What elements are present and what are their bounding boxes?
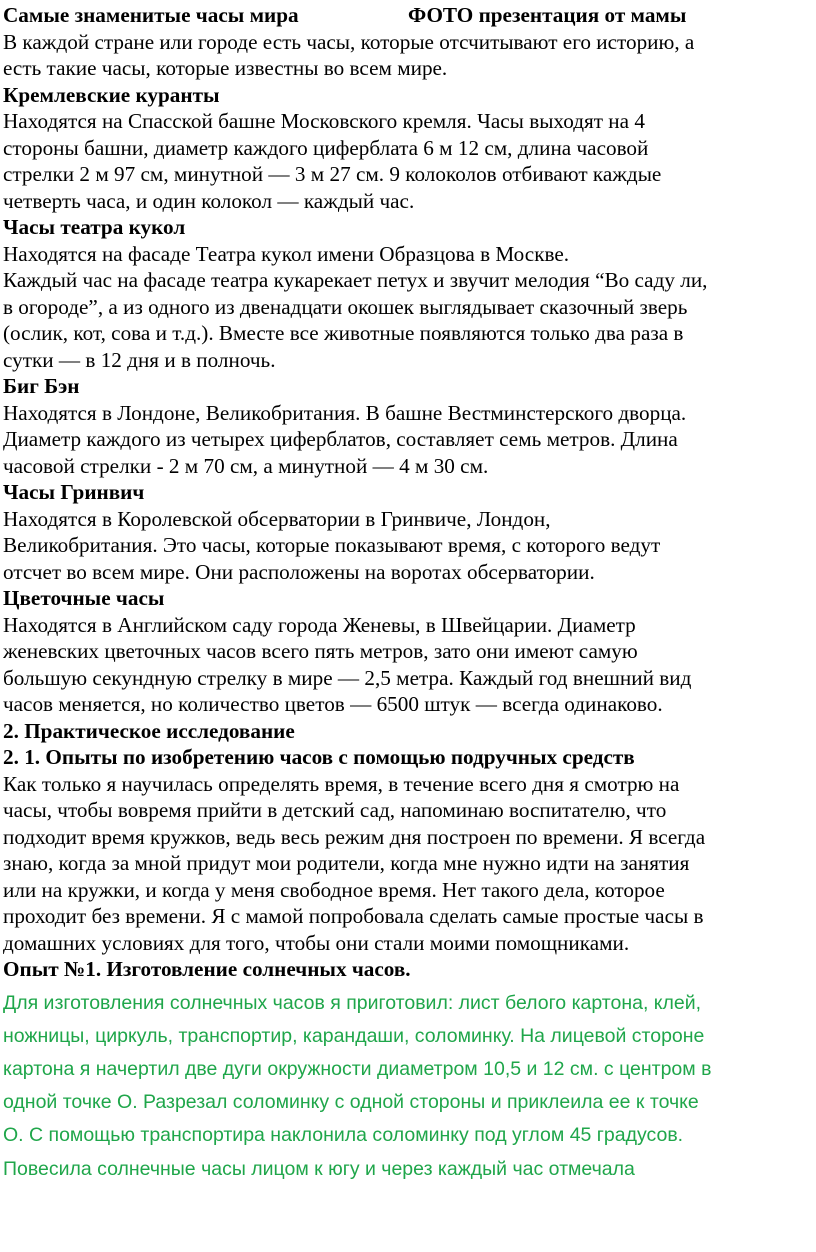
intro-paragraph xyxy=(3,29,814,82)
paragraph-line: Находятся в Лондоне, Великобритания. В башне Вестминстерского дворца. xyxy=(3,400,687,425)
paragraph-line: часовой стрелки - 2 м 70 см, а минутной — 4 м 30 см. xyxy=(3,453,489,478)
section-greenwich-clock xyxy=(3,479,814,585)
paragraph-line: домашних условиях для того, чтобы они стали моими помощниками. xyxy=(3,930,630,955)
paragraph-line: четверть часа, и один колокол — каждый час. xyxy=(3,188,415,213)
paragraph-line: Находятся в Английском саду города Женевы, в Швейцарии. Диаметр xyxy=(3,612,636,637)
paragraph-line: большую секундную стрелку в мире — 2,5 метра. Каждый год внешний вид xyxy=(3,665,692,690)
experiment-description xyxy=(3,987,814,1186)
paragraph-line: стрелки 2 м 97 см, минутной — 3 м 27 см. 9 колоколов отбивают каждые xyxy=(3,162,662,186)
paragraph-line: Находятся на фасаде Театра кукол имени Образцова в Москве. xyxy=(3,241,570,266)
paragraph-line: В каждой стране или городе есть часы, которые отсчитывают его историю, а xyxy=(3,29,695,54)
section-puppet-theatre-clock xyxy=(3,214,814,373)
paragraph-line: сутки — в 12 дня и в полночь. xyxy=(3,347,276,372)
paragraph-line: Повесила солнечные часы лицом к югу и через каждый час отмечала xyxy=(3,1157,635,1180)
paragraph-line: часов меняется, но количество цветов — 6500 штук — всегда одинаково. xyxy=(3,692,663,716)
paragraph-line: знаю, когда за мной придут мои родители, когда мне нужно идти на занятия xyxy=(3,851,690,875)
paragraph-line: подходит время кружков, ведь весь режим дня построен по времени. Я всегда xyxy=(3,824,706,849)
section-heading: 2. Практическое исследование xyxy=(3,718,295,743)
section-practical-research xyxy=(3,718,814,957)
paragraph-line: одной точке О. Разрезал соломинку с одной стороны и приклеила ее к точке xyxy=(3,1091,699,1114)
paragraph-line: Как только я научилась определять время, в течение всего дня я смотрю на xyxy=(3,771,680,796)
page-subtitle: ФОТО презентация от мамы xyxy=(408,3,687,27)
paragraph-line: часы, чтобы вовремя прийти в детский сад, напоминаю воспитателю, что xyxy=(3,798,667,822)
section-big-ben xyxy=(3,373,814,479)
paragraph-line: Каждый час на фасаде театра кукарекает петух и звучит мелодия “Во саду ли, xyxy=(3,268,708,292)
paragraph-line: женевских цветочных часов всего пять метров, зато они имеют самую xyxy=(3,639,638,663)
section-heading: Опыт №1. Изготовление солнечных часов. xyxy=(3,957,411,981)
paragraph-line: О. С помощью транспортира наклонила соломинку под углом 45 градусов. xyxy=(3,1124,684,1147)
paragraph-line: или на кружки, и когда у меня свободное время. Нет такого дела, которое xyxy=(3,877,665,902)
paragraph-line: отсчет во всем мире. Они расположены на воротах обсерватории. xyxy=(3,559,595,584)
paragraph-line: есть такие часы, которые известны во всем мире. xyxy=(3,56,448,80)
document-header xyxy=(3,2,814,29)
paragraph-line: Находятся на Спасской башне Московского кремля. Часы выходят на 4 xyxy=(3,109,645,133)
section-heading: Биг Бэн xyxy=(3,374,80,398)
section-kremlin-chimes xyxy=(3,82,814,215)
section-heading: Цветочные часы xyxy=(3,586,165,610)
section-experiment-1 xyxy=(3,956,814,1186)
paragraph-line: в огороде”, а из одного из двенадцати окошек выглядывает сказочный зверь xyxy=(3,294,688,319)
section-heading: Кремлевские куранты xyxy=(3,82,220,107)
page-title: Самые знаменитые часы мира xyxy=(3,3,299,27)
paragraph-line: (ослик, кот, сова и т.д.). Вместе все животные появляются только два раза в xyxy=(3,321,684,345)
paragraph-line: ножницы, циркуль, транспортир, карандаши, соломинку. На лицевой стороне xyxy=(3,1024,705,1047)
paragraph-line: Диаметр каждого из четырех циферблатов, составляет семь метров. Длина xyxy=(3,427,678,451)
paragraph-line: Великобритания. Это часы, которые показывают время, с которого ведут xyxy=(3,533,661,557)
section-heading: Часы театра кукол xyxy=(3,215,186,239)
section-flower-clock xyxy=(3,585,814,718)
subsection-heading: 2. 1. Опыты по изобретению часов с помощью подручных средств xyxy=(3,745,635,769)
section-heading: Часы Гринвич xyxy=(3,480,145,504)
paragraph-line: Для изготовления солнечных часов я приготовил: лист белого картона, клей, xyxy=(3,991,702,1014)
paragraph-line: проходит без времени. Я с мамой попробовала сделать самые простые часы в xyxy=(3,904,704,928)
paragraph-line: картона я начертил две дуги окружности диаметром 10,5 и 12 см. с центром в xyxy=(3,1057,712,1080)
paragraph-line: стороны башни, диаметр каждого циферблата 6 м 12 см, длина часовой xyxy=(3,135,649,160)
paragraph-line: Находятся в Королевской обсерватории в Гринвиче, Лондон, xyxy=(3,506,551,531)
